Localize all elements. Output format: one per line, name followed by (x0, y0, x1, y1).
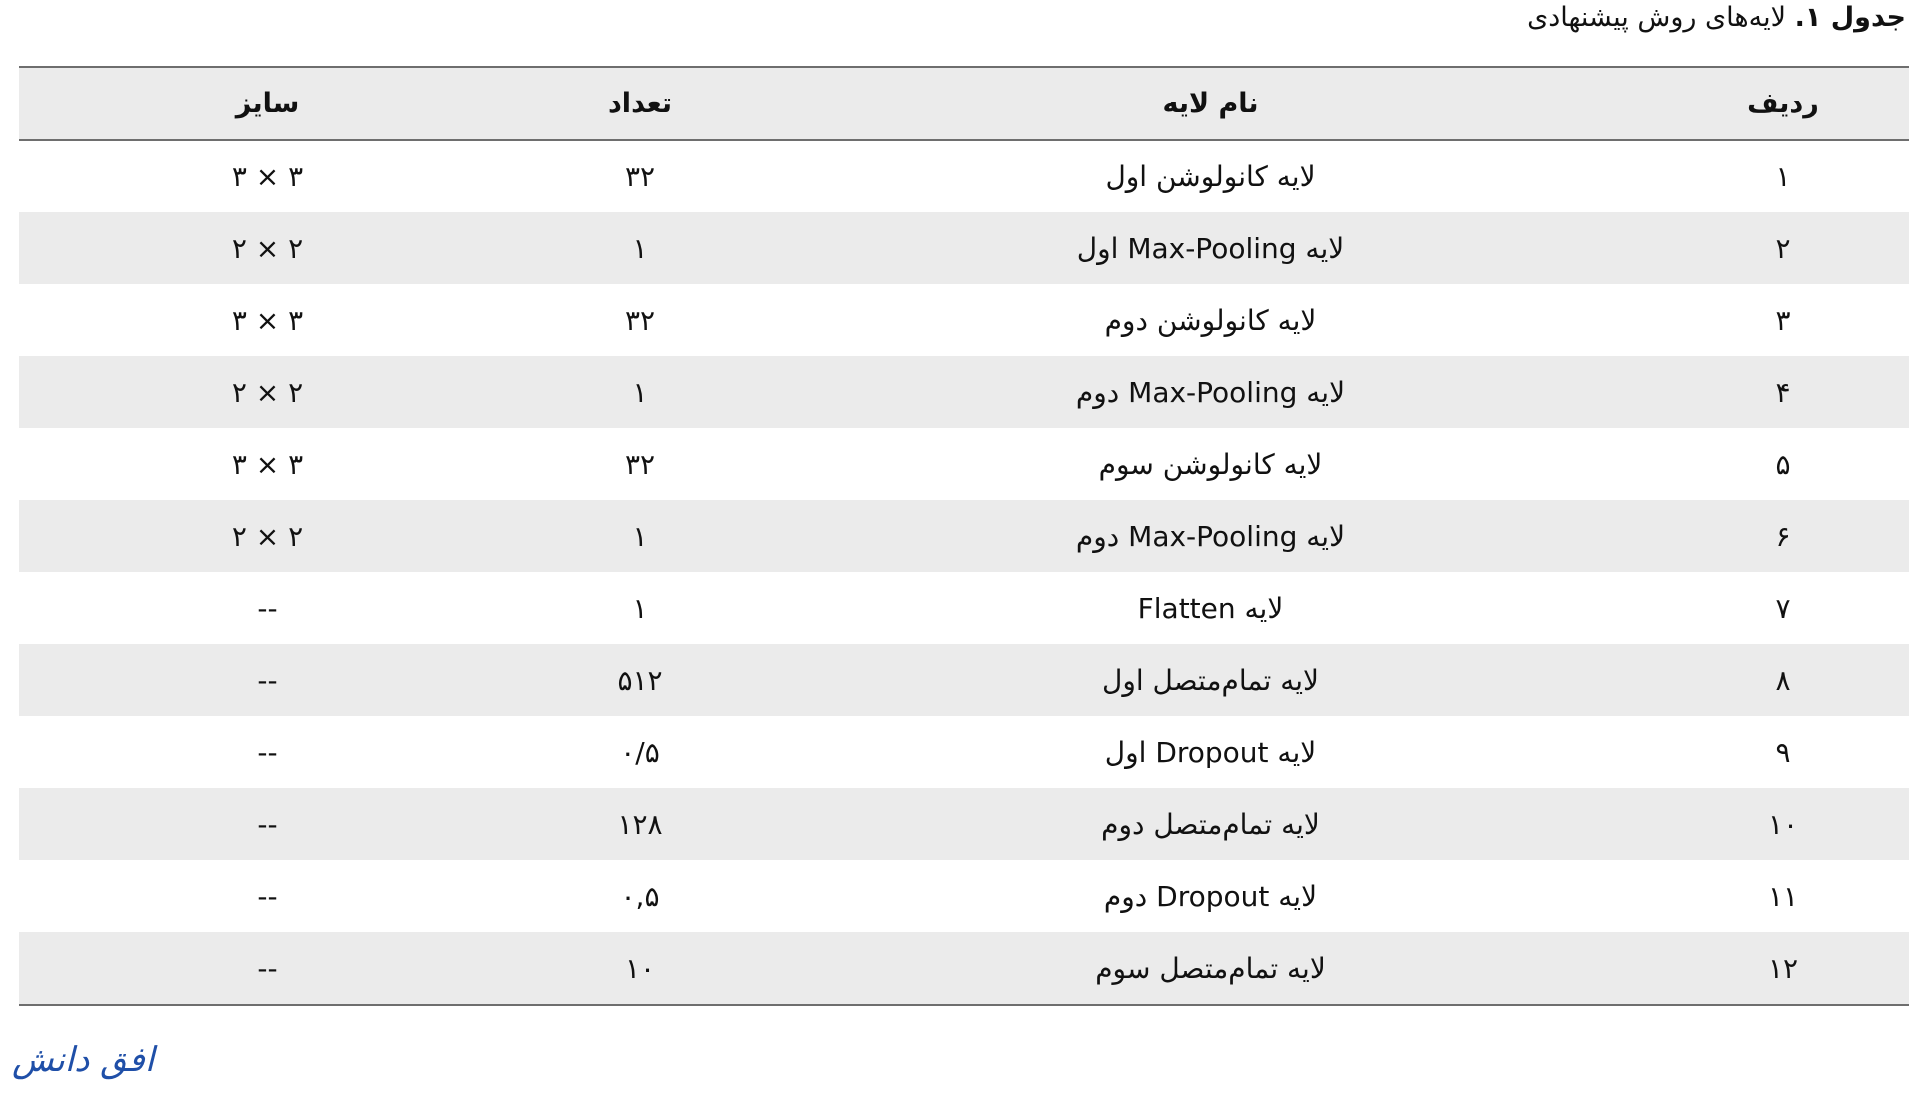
cell-count: ۳۲ (624, 303, 656, 337)
cell-size: -- (257, 663, 278, 697)
cell-layer-name: لایه Dropout اول (1104, 735, 1317, 769)
cell-count: ۱ (632, 591, 648, 625)
table-row (19, 428, 1909, 500)
cell-size: -- (257, 951, 278, 985)
header-row-number: ردیف (1747, 88, 1819, 119)
cell-row-number: ۹ (1775, 735, 1791, 769)
cell-layer-name: لایه کانولوشن سوم (1098, 447, 1323, 481)
cell-row-number: ۶ (1775, 519, 1791, 553)
cell-size: ۲ × ۲ (231, 375, 304, 409)
cell-layer-name: لایه تمام‌متصل سوم (1095, 951, 1326, 985)
cell-row-number: ۱۲ (1767, 951, 1799, 985)
cell-layer-name: لایه Max-Pooling دوم (1075, 519, 1346, 553)
cell-size: -- (257, 735, 278, 769)
cell-layer-name: لایه Dropout دوم (1103, 879, 1318, 913)
table-row (19, 932, 1909, 1004)
table-row (19, 788, 1909, 860)
cell-size: ۳ × ۳ (231, 447, 304, 481)
cell-row-number: ۱۰ (1767, 807, 1799, 841)
cell-layer-name: لایه Max-Pooling اول (1076, 231, 1345, 265)
cell-count: ۱۰ (624, 951, 656, 985)
cell-layer-name: لایه تمام‌متصل اول (1102, 663, 1319, 697)
layers-table (19, 68, 1909, 1004)
cell-row-number: ۵ (1775, 447, 1791, 481)
cell-count: ۵۱۲ (617, 663, 663, 697)
table-row (19, 716, 1909, 788)
cell-size: ۲ × ۲ (231, 231, 304, 265)
table-row (19, 644, 1909, 716)
cell-count: ۱ (632, 375, 648, 409)
header-count: تعداد (607, 88, 673, 119)
cell-row-number: ۸ (1775, 663, 1791, 697)
cell-layer-name: لایه کانولوشن اول (1105, 160, 1316, 193)
cell-count: ۱ (632, 519, 648, 553)
cell-layer-name: لایه Max-Pooling دوم (1075, 375, 1346, 409)
cell-size: -- (257, 879, 278, 913)
cell-count: ۰,۵ (620, 879, 660, 913)
cell-count: ۳۲ (624, 447, 656, 481)
header-size: سایز (235, 88, 300, 119)
cell-row-number: ۱ (1775, 160, 1791, 193)
table-row (19, 572, 1909, 644)
table-header-row (19, 68, 1909, 140)
cell-count: ۱۲۸ (617, 807, 663, 841)
layers-table-container (19, 66, 1909, 1006)
table-row (19, 500, 1909, 572)
cell-size: -- (257, 591, 278, 625)
logo-text: افق دانش (12, 1040, 155, 1080)
cell-layer-name: لایه Flatten (1137, 591, 1284, 625)
table-row (19, 140, 1909, 212)
table-row (19, 860, 1909, 932)
cell-count: ۳۲ (624, 160, 656, 193)
cell-row-number: ۷ (1775, 591, 1791, 625)
cell-layer-name: لایه تمام‌متصل دوم (1101, 807, 1320, 841)
journal-logo (12, 1040, 154, 1080)
cell-size: ۳ × ۳ (231, 303, 304, 337)
table-row (19, 212, 1909, 284)
caption-text: لایه‌های روش پیشنهادی (1527, 2, 1795, 33)
table-row (19, 356, 1909, 428)
cell-row-number: ۲ (1775, 231, 1791, 265)
table-row (19, 284, 1909, 356)
caption-label: جدول ۱. (1794, 2, 1906, 33)
cell-row-number: ۴ (1775, 375, 1791, 409)
cell-size: ۲ × ۲ (231, 519, 304, 553)
cell-size: ۳ × ۳ (231, 160, 304, 193)
cell-row-number: ۱۱ (1767, 879, 1799, 913)
cell-row-number: ۳ (1775, 303, 1791, 337)
cell-size: -- (257, 807, 278, 841)
table-caption (1527, 0, 1906, 36)
cell-count: ۰/۵ (620, 735, 660, 769)
cell-count: ۱ (632, 231, 648, 265)
header-layer-name: نام لایه (1162, 88, 1259, 119)
cell-layer-name: لایه کانولوشن دوم (1104, 303, 1317, 337)
